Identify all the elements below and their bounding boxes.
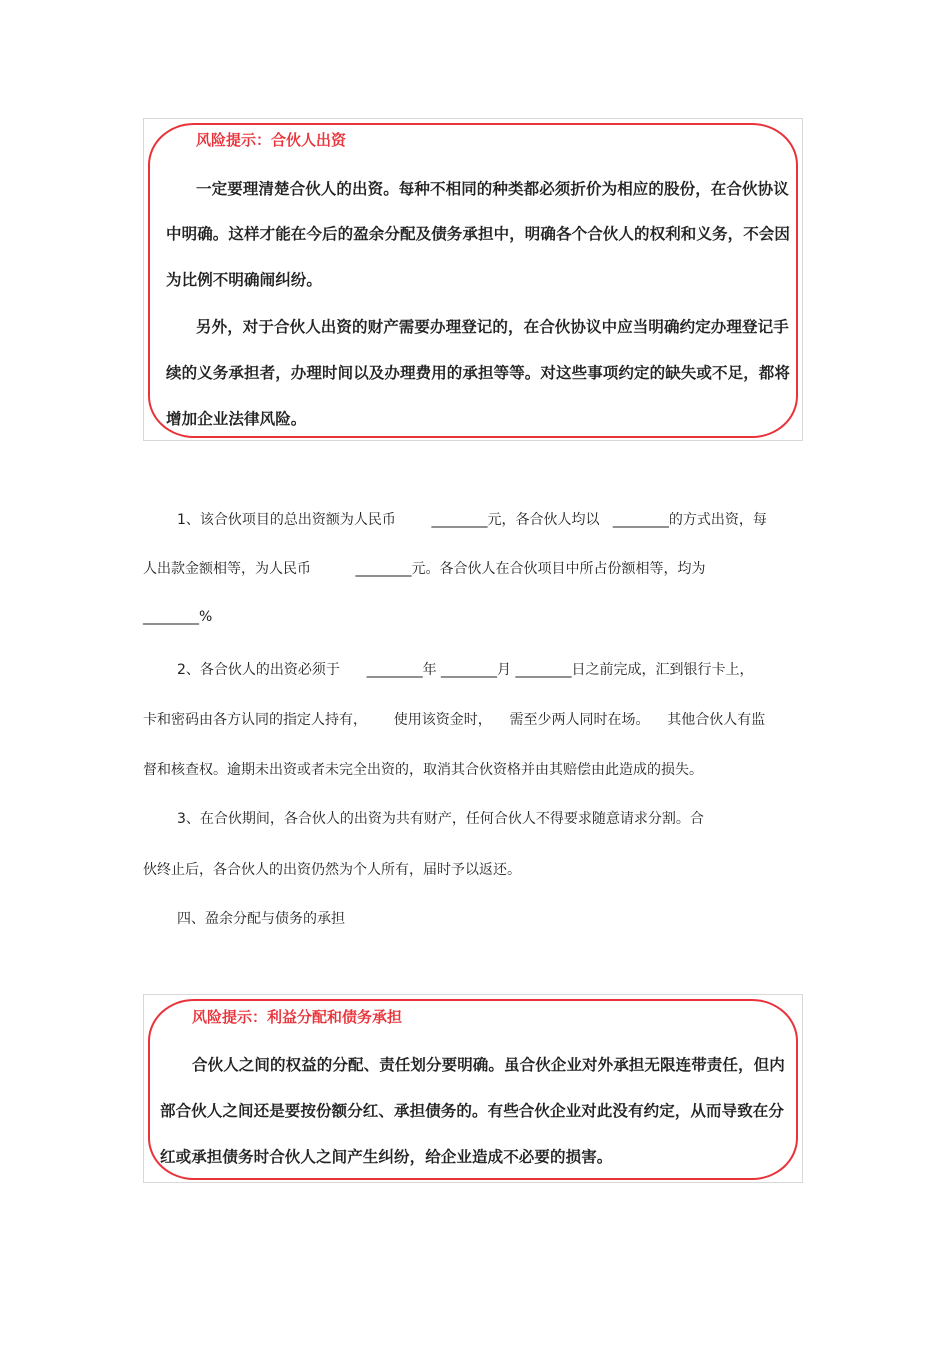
risk-tip-line: 一定要理清楚合伙人的出资。每种不相同的种类都必须折价为相应的股份，在合伙协议 (196, 180, 789, 198)
risk-tip-line: 另外，对于合伙人出资的财产需要办理登记的，在合伙协议中应当明确约定办理登记手 (196, 318, 789, 336)
risk-tip-title: 风险提示：利益分配和债务承担 (192, 1008, 403, 1026)
risk-tip-line: 部合伙人之间还是要按份额分红、承担债务的。有些合伙企业对此没有约定，从而导致在分 (160, 1102, 785, 1120)
clause-1-line: 1、该合伙项目的总出资额为人民币 ________元，各合伙人均以 ________的方式出资，每 (177, 512, 767, 528)
risk-tip-line: 增加企业法律风险。 (166, 410, 307, 428)
risk-tip-line: 续的义务承担者，办理时间以及办理费用的承担等等。对这些事项约定的缺失或不足，都将 (166, 364, 791, 382)
clause-3-line: 伙终止后，各合伙人的出资仍然为个人所有，届时予以返还。 (143, 862, 521, 878)
risk-tip-line: 中明确。这样才能在今后的盈余分配及债务承担中，明确各个合伙人的权利和义务，不会因 (166, 225, 791, 243)
risk-tip-title: 风险提示：合伙人出资 (196, 131, 347, 149)
risk-tip-line: 为比例不明确闹纠纷。 (166, 271, 323, 289)
clause-2-line: 卡和密码由各方认同的指定人持有， 使用该资金时， 需至少两人同时在场。 其他合伙人有监 (143, 712, 766, 728)
risk-tip-line: 合伙人之间的权益的分配、责任划分要明确。虽合伙企业对外承担无限连带责任，但内 (192, 1056, 785, 1074)
risk-tip-box-distribution (143, 994, 803, 1183)
clause-1-line: ________% (143, 609, 213, 625)
clause-1-line: 人出款金额相等，为人民币 ________元。各合伙人在合伙项目中所占份额相等，均为 (143, 561, 706, 577)
clause-2-line: 2、各合伙人的出资必须于 ________年 ________月 ________日之前完成，汇到银行卡上， (177, 662, 754, 678)
risk-tip-line: 红或承担债务时合伙人之间产生纠纷，给企业造成不必要的损害。 (160, 1148, 613, 1166)
risk-tip-box-capital (143, 118, 803, 441)
clause-2-line: 督和核查权。逾期未出资或者未完全出资的，取消其合伙资格并由其赔偿由此造成的损失。 (143, 762, 703, 778)
clause-3-line: 3、在合伙期间，各合伙人的出资为共有财产，任何合伙人不得要求随意请求分割。合 (177, 811, 704, 827)
section-heading: 四、盈余分配与债务的承担 (177, 911, 345, 927)
